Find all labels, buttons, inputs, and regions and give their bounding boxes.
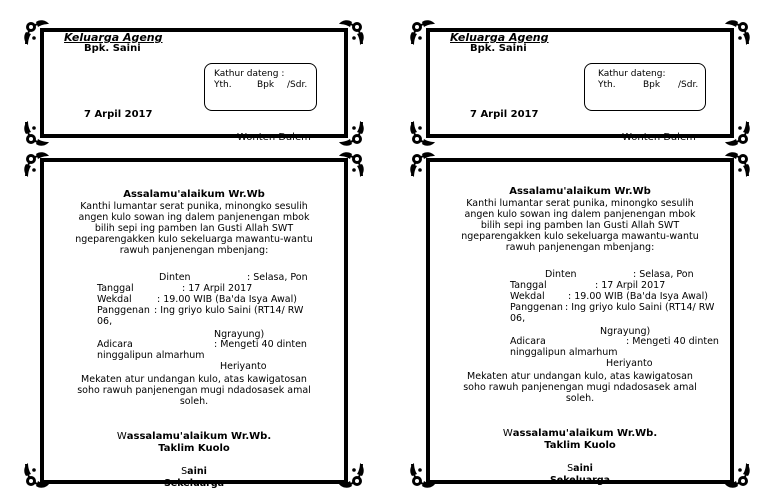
corner-ornament-icon xyxy=(22,150,52,180)
panggenan-cont: 06, xyxy=(97,316,113,327)
salam-rest: assalamu'alaikum Wr.Wb. xyxy=(512,428,658,439)
adicara-cont: ninggalipun almarhum xyxy=(510,347,618,358)
address-box xyxy=(584,63,706,111)
sign-rest: aini xyxy=(187,466,207,477)
adicara-label: Adicara xyxy=(510,336,546,347)
taklim: Taklim Kuolo xyxy=(158,443,230,454)
address-bpk: Bpk xyxy=(257,80,275,90)
panggenan-cont2: Ngrayung) xyxy=(600,326,651,337)
intro-line: angen kulo sowan ing dalem panjenengan mbok xyxy=(78,212,310,223)
closing-line: soho rawuh panjenengan mugi ndadosasek amal xyxy=(463,382,697,393)
address-box xyxy=(204,63,317,111)
intro-line: bilih sepi ing pamben lan Gusti Allah SWT xyxy=(94,223,294,234)
intro-line: Kanthi lumantar serat punika, minongko sesulih xyxy=(80,201,308,212)
closing-line: Mekaten atur undangan kulo, atas kawigatosan xyxy=(467,371,693,382)
tanggal-label: Tanggal xyxy=(97,283,134,294)
closing-line: soho rawuh panjenengan mugi ndadosasek amal xyxy=(77,385,311,396)
salam-prefix: W xyxy=(116,431,127,442)
address-sdr: /Sdr. xyxy=(678,80,699,90)
dinten-value: : Selasa, Pon xyxy=(247,272,308,283)
address-bpk: Bpk xyxy=(643,80,661,90)
corner-ornament-icon xyxy=(22,118,52,148)
footer-partial-text: Wonten Dalem xyxy=(622,132,696,143)
panggenan-cont: 06, xyxy=(510,313,526,324)
salam xyxy=(22,431,366,442)
sign-prefix: S xyxy=(567,463,574,474)
adicara-label: Adicara xyxy=(97,339,133,350)
salam-prefix: W xyxy=(502,428,513,439)
closing-line: Mekaten atur undangan kulo, atas kawigatosan xyxy=(81,374,307,385)
address-yth: Yth. xyxy=(214,80,232,90)
dinten-label: Dinten xyxy=(545,269,577,280)
signature xyxy=(22,466,366,477)
intro-line: ngeparengakken kulo sekeluarga mawantu-wantu xyxy=(461,231,699,242)
taklim: Taklim Kuolo xyxy=(544,440,616,451)
intro-line: angen kulo sowan ing dalem panjenengan mbok xyxy=(464,209,696,220)
letter-card-left xyxy=(22,150,366,490)
address-line: Kathur dateng : xyxy=(214,69,285,79)
dinten-label: Dinten xyxy=(159,272,191,283)
address-yth: Yth. xyxy=(598,80,616,90)
sign-rest: aini xyxy=(573,463,593,474)
sign-family: Sekeluarga xyxy=(163,478,225,489)
intro-line: rawuh panjenengan mbenjang: xyxy=(119,245,269,256)
closing-line: soleh. xyxy=(179,396,209,407)
intro-line: ngeparengakken kulo sekeluarga mawantu-wantu xyxy=(75,234,313,245)
event-date: 7 Arpil 2017 xyxy=(470,109,539,120)
corner-ornament-icon xyxy=(722,150,752,180)
wekdal-label: Wekdal xyxy=(510,291,545,302)
panggenan-label: Panggenan xyxy=(97,305,150,316)
adicara-name: Heriyanto xyxy=(220,361,267,372)
greeting: Assalamu'alaikum Wr.Wb xyxy=(509,186,651,197)
corner-ornament-icon xyxy=(336,18,366,48)
corner-ornament-icon xyxy=(408,18,438,48)
wekdal-label: Wekdal xyxy=(97,294,132,305)
address-sdr: /Sdr. xyxy=(287,80,308,90)
panggenan-value: : Ing griyo kulo Saini (RT14/ RW xyxy=(154,305,304,316)
envelope-card-right xyxy=(408,18,752,148)
wekdal-value: : 19.00 WIB (Ba'da Isya Awal) xyxy=(568,291,708,302)
event-date: 7 Arpil 2017 xyxy=(84,109,153,120)
adicara-value: : Mengeti 40 dinten xyxy=(626,336,719,347)
dinten-value: : Selasa, Pon xyxy=(633,269,694,280)
corner-ornament-icon xyxy=(408,150,438,180)
host-name: Bpk. Saini xyxy=(470,43,527,54)
family-title: Keluarga Ageng xyxy=(450,31,549,44)
closing-line: soleh. xyxy=(565,393,595,404)
intro-line: rawuh panjenengan mbenjang: xyxy=(505,242,655,253)
family-title: Keluarga Ageng xyxy=(64,31,163,44)
tanggal-value: : 17 Arpil 2017 xyxy=(182,283,253,294)
salam-rest: assalamu'alaikum Wr.Wb. xyxy=(126,431,272,442)
panggenan-value: : Ing griyo kulo Saini (RT14/ RW xyxy=(565,302,715,313)
envelope-card-left xyxy=(22,18,366,148)
address-line: Kathur dateng: xyxy=(598,69,666,79)
tanggal-value: : 17 Arpil 2017 xyxy=(595,280,666,291)
corner-ornament-icon xyxy=(336,118,366,148)
footer-partial-text: Wonten Dalem xyxy=(237,132,311,143)
corner-ornament-icon xyxy=(336,150,366,180)
corner-ornament-icon xyxy=(408,118,438,148)
corner-ornament-icon xyxy=(722,118,752,148)
host-name: Bpk. Saini xyxy=(84,43,141,54)
intro-line: bilih sepi ing pamben lan Gusti Allah SWT xyxy=(480,220,680,231)
sign-prefix: S xyxy=(181,466,188,477)
adicara-name: Heriyanto xyxy=(606,358,653,369)
adicara-value: : Mengeti 40 dinten xyxy=(214,339,307,350)
sign-family: Sekeluarga xyxy=(549,475,611,486)
wekdal-value: : 19.00 WIB (Ba'da Isya Awal) xyxy=(157,294,297,305)
signature xyxy=(408,463,752,474)
letter-card-right xyxy=(408,150,752,490)
salam xyxy=(408,428,752,439)
panggenan-cont2: Ngrayung) xyxy=(214,329,265,340)
tanggal-label: Tanggal xyxy=(510,280,547,291)
corner-ornament-icon xyxy=(22,18,52,48)
panggenan-label: Panggenan xyxy=(510,302,563,313)
intro-line: Kanthi lumantar serat punika, minongko sesulih xyxy=(466,198,694,209)
corner-ornament-icon xyxy=(722,18,752,48)
adicara-cont: ninggalipun almarhum xyxy=(97,350,205,361)
greeting: Assalamu'alaikum Wr.Wb xyxy=(123,189,265,200)
